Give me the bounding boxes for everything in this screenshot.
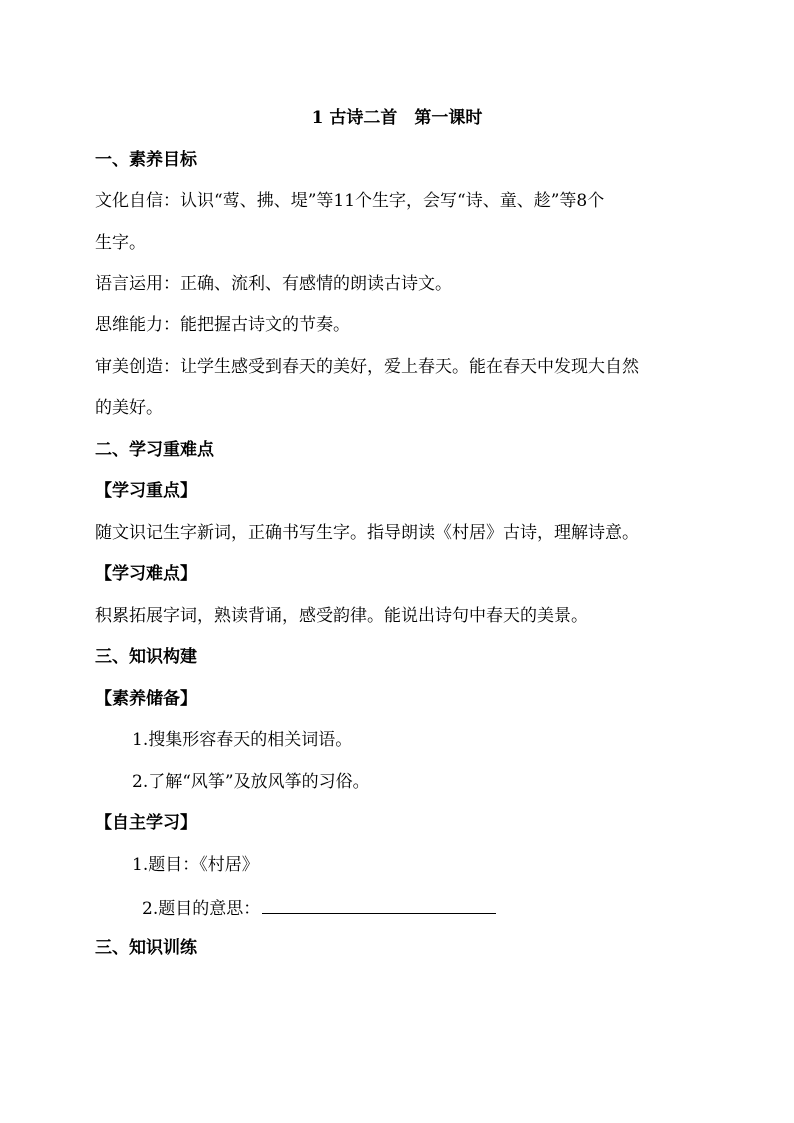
self-study-item-1: 1.题目：《村居》 <box>132 855 259 875</box>
goal-language: 语言运用：正确、流利、有感情的朗读古诗文。 <box>95 274 452 294</box>
goal-culture-line1: 文化自信：认识“莺、拂、堤”等11个生字，会写“诗、童、趁”等8个 <box>95 191 605 211</box>
goal-aesthetic-line2: 的美好。 <box>95 398 163 418</box>
goal-thinking: 思维能力：能把握古诗文的节奏。 <box>95 315 350 335</box>
self-study-label: 【自主学习】 <box>95 813 197 833</box>
difficult-point-text: 积累拓展字词，熟读背诵，感受韵律。能说出诗句中春天的美景。 <box>95 606 588 626</box>
goal-aesthetic-line1: 审美创造：让学生感受到春天的美好，爱上春天。能在春天中发现大自然 <box>95 357 639 377</box>
key-point-label: 【学习重点】 <box>95 481 197 501</box>
prep-item-2: 2.了解“风筝”及放风筝的习俗。 <box>132 772 370 792</box>
section-heading-knowledge-build: 三、知识构建 <box>95 647 197 667</box>
difficult-point-label: 【学习难点】 <box>95 564 197 584</box>
lesson-title: 1 古诗二首 第一课时 <box>311 108 483 128</box>
prep-label: 【素养储备】 <box>95 689 197 709</box>
goal-culture-line2: 生字。 <box>95 233 146 253</box>
key-point-text: 随文识记生字新词，正确书写生字。指导朗读《村居》古诗，理解诗意。 <box>95 523 639 543</box>
section-heading-goals: 一、素养目标 <box>95 150 197 170</box>
section-heading-knowledge-training: 三、知识训练 <box>95 938 197 958</box>
self-study-item-2-label: 2.题目的意思： <box>142 899 261 919</box>
prep-item-1: 1.搜集形容春天的相关词语。 <box>132 730 353 750</box>
self-study-item-2 <box>142 895 496 920</box>
answer-blank[interactable] <box>262 895 496 914</box>
section-heading-key-points: 二、学习重难点 <box>95 440 214 460</box>
